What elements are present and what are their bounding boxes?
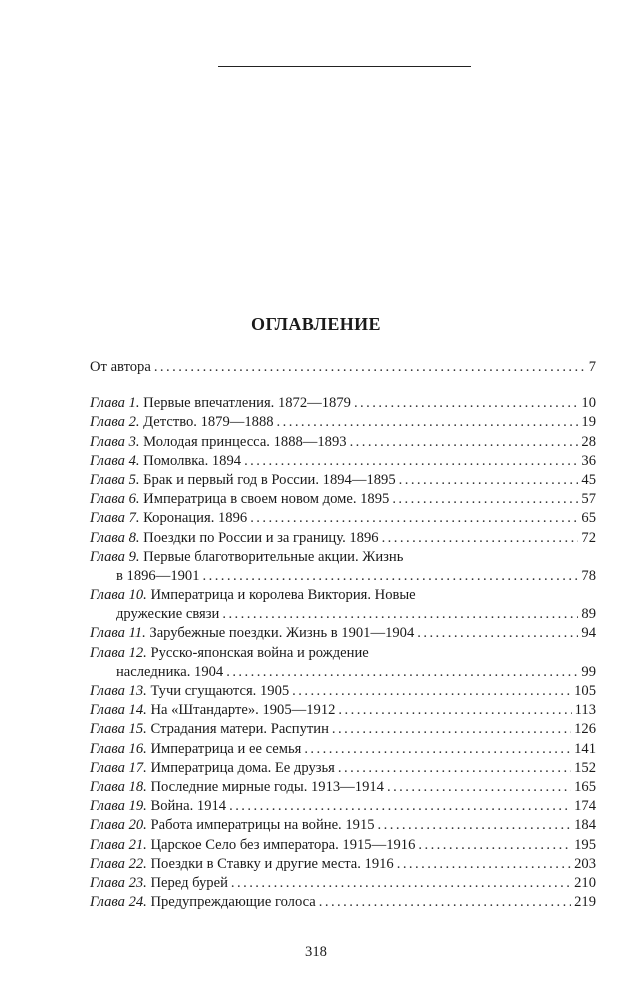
toc-entry-page: 10: [581, 395, 596, 412]
chapter-word: Глава: [90, 817, 125, 834]
chapter-title: Русско-японская война и рождение: [150, 644, 369, 661]
dot-leader: [277, 413, 579, 432]
chapter-title: Первые впечатления. 1872—1879: [143, 395, 351, 412]
chapter-label: [90, 875, 147, 891]
chapter-label: [90, 702, 147, 718]
dot-leader: [244, 452, 578, 471]
toc-entry-chapter-14: [90, 701, 596, 720]
chapter-word: Глава: [90, 836, 125, 853]
toc-entry-page: 210: [574, 874, 596, 891]
toc-entry-chapter-13: [90, 682, 596, 701]
chapter-title: Поездки в Ставку и другие места. 1916: [150, 855, 394, 872]
chapter-title: Страдания матери. Распутин: [150, 721, 329, 738]
chapter-title: Брак и первый год в России. 1894—1895: [143, 471, 396, 488]
dot-leader: [417, 624, 578, 643]
toc-entry-chapter-20: [90, 816, 596, 835]
chapter-word: Глава: [90, 452, 125, 469]
chapter-word: Глава: [90, 510, 125, 527]
toc-entry-title: [90, 509, 247, 528]
toc-entry-page: 94: [581, 625, 596, 642]
dot-leader: [292, 682, 571, 701]
chapter-title: Императрица и королева Виктория. Новые: [150, 587, 416, 604]
toc-entry-page: 19: [581, 414, 596, 431]
toc-entry-chapter-24: [90, 893, 596, 912]
chapter-label: [90, 645, 147, 661]
chapter-number: 9.: [128, 548, 140, 565]
chapter-title: Детство. 1879—1888: [143, 414, 274, 431]
toc-entry-author: [90, 358, 596, 377]
toc-entry-page: 184: [574, 817, 596, 834]
toc-entry-page: 65: [581, 510, 596, 527]
toc-entry-title: [90, 836, 415, 855]
chapter-word: Глава: [90, 874, 125, 891]
chapter-word: Глава: [90, 414, 125, 431]
chapter-title: Война. 1914: [150, 798, 227, 815]
chapter-title: Царское Село без императора. 1915—1916: [150, 836, 416, 853]
dot-leader: [222, 605, 578, 624]
chapter-number: 2.: [128, 414, 140, 431]
chapter-label: [90, 587, 147, 603]
toc-entry-chapter-10: [90, 586, 596, 624]
chapter-label: [90, 530, 140, 546]
toc-entry-first-line: [90, 548, 596, 567]
table-of-contents: [90, 358, 596, 912]
toc-entry-page: 7: [588, 359, 596, 375]
dot-leader: [304, 740, 571, 759]
chapter-title-continued: дружеские связи: [116, 606, 220, 623]
toc-entry-chapter-21: [90, 836, 596, 855]
chapter-number: 8.: [128, 529, 140, 546]
toc-entry-page: 126: [574, 721, 596, 738]
toc-entry-chapter-16: [90, 740, 596, 759]
chapter-word: Глава: [90, 759, 125, 776]
chapter-title: Молодая принцесса. 1888—1893: [143, 433, 347, 450]
dot-leader: [338, 701, 571, 720]
toc-entry-title: [90, 893, 316, 912]
chapter-label: [90, 549, 140, 565]
toc-entry-chapter-18: [90, 778, 596, 797]
toc-entry-page: 28: [581, 433, 596, 450]
chapter-label: [90, 837, 147, 853]
chapter-number: 11.: [128, 625, 146, 642]
chapter-label: [90, 760, 147, 776]
toc-entry-chapter-3: [90, 433, 596, 452]
toc-entry-page: 141: [574, 740, 596, 757]
chapter-title: Помолвка. 1894: [143, 452, 242, 469]
toc-entry-chapter-5: [90, 471, 596, 490]
chapter-title: Императрица дома. Ее друзья: [150, 759, 335, 776]
toc-entry-title: [90, 452, 241, 471]
chapter-number: 17.: [128, 759, 147, 776]
chapter-number: 15.: [128, 721, 147, 738]
toc-entry-title: [90, 490, 389, 509]
toc-entry-chapter-19: [90, 797, 596, 816]
chapter-word: Глава: [90, 644, 125, 661]
chapter-title-continued: наследника. 1904: [116, 663, 224, 680]
chapter-title: Тучи сгущаются. 1905: [150, 683, 290, 699]
toc-entry-page: 57: [581, 491, 596, 508]
toc-entry-chapter-6: [90, 490, 596, 509]
chapter-label: [90, 491, 140, 507]
chapter-label: [90, 414, 140, 430]
toc-entry-chapter-8: [90, 529, 596, 548]
toc-entry-page: 36: [581, 452, 596, 469]
chapter-label: [90, 894, 147, 910]
chapter-word: Глава: [90, 894, 125, 911]
chapter-word: Глава: [90, 855, 125, 872]
toc-entry-chapter-9: [90, 548, 596, 586]
chapter-number: 14.: [128, 702, 147, 719]
dot-leader: [332, 720, 571, 739]
chapter-number: 23.: [128, 874, 147, 891]
chapter-title: Последние мирные годы. 1913—1914: [150, 778, 384, 795]
dot-leader: [397, 855, 571, 874]
toc-entry-page: 99: [581, 663, 596, 680]
toc-entry-page: 152: [574, 759, 596, 776]
chapter-label: [90, 856, 147, 872]
toc-entry-title: [90, 394, 351, 413]
chapter-number: 12.: [128, 644, 147, 661]
chapter-word: Глава: [90, 798, 125, 815]
chapter-label: [90, 395, 140, 411]
chapter-word: Глава: [90, 395, 125, 412]
toc-entry-first-line: [90, 586, 596, 605]
toc-entry-title: [90, 797, 226, 816]
dot-leader: [399, 471, 579, 490]
dot-leader: [392, 490, 578, 509]
toc-entry-page: 195: [574, 836, 596, 853]
chapter-number: 1.: [128, 395, 140, 412]
toc-entry-title: [90, 759, 335, 778]
toc-entry-title: [90, 816, 375, 835]
chapter-title-continued: в 1896—1901: [116, 567, 200, 584]
chapter-label: [90, 510, 140, 526]
toc-entry-continuation: [90, 567, 596, 586]
toc-entry-chapter-15: [90, 720, 596, 739]
chapter-word: Глава: [90, 625, 125, 642]
chapter-word: Глава: [90, 529, 125, 546]
chapter-word: Глава: [90, 548, 125, 565]
toc-entry-title: [90, 778, 384, 797]
chapter-number: 6.: [128, 491, 140, 508]
dot-leader: [229, 797, 571, 816]
chapter-title: Императрица в своем новом доме. 1895: [143, 491, 390, 508]
toc-entry-title: [90, 740, 301, 759]
toc-entry-page: 72: [581, 529, 596, 546]
toc-entry-continuation: [90, 663, 596, 682]
toc-entry-title: [90, 720, 329, 739]
top-rule: [218, 66, 471, 67]
chapter-title: Поездки по России и за границу. 1896: [143, 529, 379, 546]
dot-leader: [203, 567, 579, 586]
chapter-number: 13.: [128, 683, 147, 699]
chapter-word: Глава: [90, 587, 125, 604]
dot-leader: [319, 893, 571, 912]
chapter-number: 5.: [128, 471, 140, 488]
chapter-title: Первые благотворительные акции. Жизнь: [143, 548, 404, 565]
chapter-word: Глава: [90, 471, 125, 488]
toc-entry-title: [90, 624, 414, 643]
dot-leader: [226, 663, 578, 682]
chapter-number: 18.: [128, 778, 147, 795]
chapter-label: [90, 741, 147, 757]
chapter-number: 20.: [128, 817, 147, 834]
toc-entry-chapter-2: [90, 413, 596, 432]
toc-entry-title: [90, 855, 394, 874]
chapter-label: [90, 721, 147, 737]
toc-entry-chapter-17: [90, 759, 596, 778]
toc-entry-title: От автора: [90, 359, 151, 375]
chapter-title: Предупреждающие голоса: [150, 894, 316, 911]
toc-entry-page: 219: [574, 894, 596, 911]
chapter-number: 4.: [128, 452, 140, 469]
chapter-title: Императрица и ее семья: [150, 740, 302, 757]
chapter-number: 19.: [128, 798, 147, 815]
toc-entry-chapter-7: [90, 509, 596, 528]
dot-leader: [378, 816, 572, 835]
chapter-label: [90, 779, 147, 795]
toc-entry-chapter-4: [90, 452, 596, 471]
chapter-word: Глава: [90, 740, 125, 757]
chapter-label: [90, 798, 147, 814]
chapter-word: Глава: [90, 433, 125, 450]
chapter-title: На «Штандарте». 1905—1912: [150, 702, 336, 719]
chapter-label: [90, 683, 147, 699]
dot-leader: [354, 394, 578, 413]
toc-entry-chapter-1: [90, 394, 596, 413]
dot-leader: [154, 358, 586, 377]
toc-entry-title: [90, 471, 396, 490]
dot-leader: [250, 509, 578, 528]
chapter-title: Коронация. 1896: [143, 510, 248, 527]
toc-entry-page: 113: [574, 702, 596, 719]
toc-entry-page: 45: [581, 471, 596, 488]
toc-entry-title: [90, 682, 289, 701]
chapter-label: [90, 472, 140, 488]
chapter-word: Глава: [90, 683, 125, 699]
chapter-number: 10.: [128, 587, 147, 604]
chapter-number: 16.: [128, 740, 147, 757]
page-number: 318: [305, 944, 327, 960]
chapter-label: [90, 817, 147, 833]
toc-entry-page: 78: [581, 567, 596, 584]
dot-leader: [387, 778, 571, 797]
toc-entry-page: 89: [581, 606, 596, 623]
chapter-number: 24.: [128, 894, 147, 911]
toc-entry-title: [90, 529, 379, 548]
chapter-title: Зарубежные поездки. Жизнь в 1901—1904: [149, 625, 415, 642]
chapter-word: Глава: [90, 721, 125, 738]
chapter-word: Глава: [90, 702, 125, 719]
dot-leader: [382, 529, 579, 548]
toc-entry-page: 105: [574, 683, 596, 699]
chapter-title: Работа императрицы на войне. 1915: [150, 817, 375, 834]
toc-entry-continuation: [90, 605, 596, 624]
chapter-label: [90, 434, 140, 450]
toc-entry-title: [90, 413, 274, 432]
toc-entry-page: 203: [574, 855, 596, 872]
toc-entry-chapter-12: [90, 644, 596, 682]
chapter-label: [90, 625, 146, 641]
dot-leader: [418, 836, 571, 855]
chapter-number: 21.: [128, 836, 147, 853]
toc-entry-chapter-22: [90, 855, 596, 874]
toc-entry-chapter-23: [90, 874, 596, 893]
chapter-word: Глава: [90, 491, 125, 508]
dot-leader: [338, 759, 571, 778]
chapter-number: 3.: [128, 433, 140, 450]
dot-leader: [231, 874, 571, 893]
chapter-number: 7.: [128, 510, 140, 527]
toc-entry-title: [90, 701, 335, 720]
toc-entry-page: 165: [574, 778, 596, 795]
toc-entry-title: [90, 874, 228, 893]
chapter-word: Глава: [90, 778, 125, 795]
dot-leader: [350, 433, 579, 452]
chapter-number: 22.: [128, 855, 147, 872]
toc-entry-title: [90, 433, 347, 452]
toc-heading: ОГЛАВЛЕНИЕ: [251, 314, 381, 334]
toc-entry-first-line: [90, 644, 596, 663]
chapter-title: Перед бурей: [150, 874, 228, 891]
toc-entry-chapter-11: [90, 624, 596, 643]
chapter-label: [90, 453, 140, 469]
toc-entry-page: 174: [574, 798, 596, 815]
